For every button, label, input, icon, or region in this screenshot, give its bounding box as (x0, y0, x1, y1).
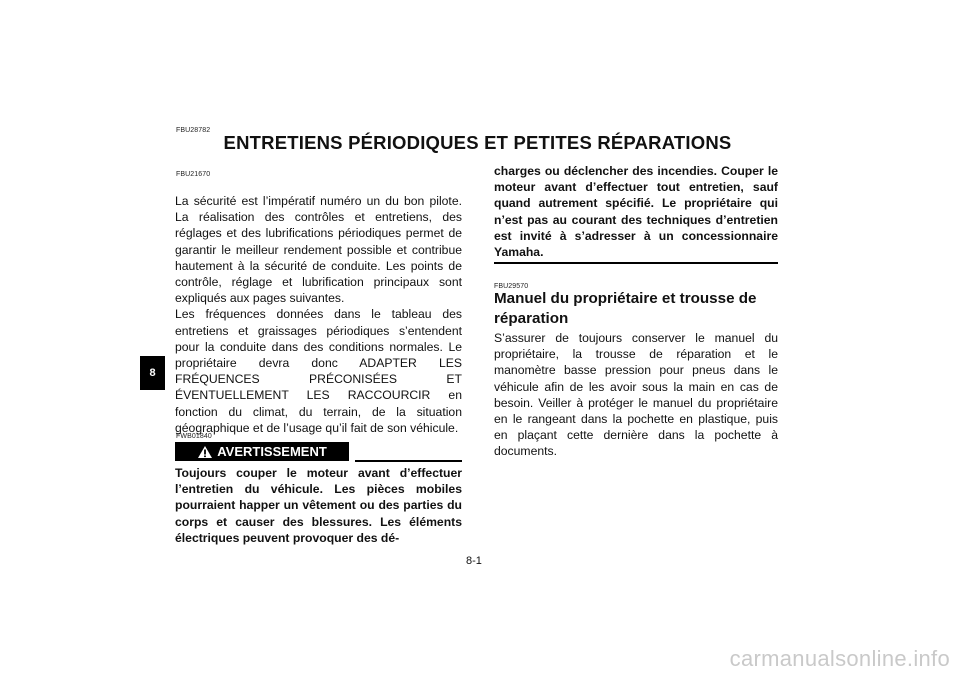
chapter-tab-label: 8 (149, 367, 156, 379)
section-body (494, 330, 778, 460)
chapter-tab (140, 356, 165, 390)
left-section-code: FBU21670 (176, 171, 211, 178)
page-number: 8-1 (466, 555, 482, 567)
warning-text-left (175, 465, 462, 546)
intro-paragraph: La sécurité est l’impératif numéro un du bon pilote. La réalisation des contrôles et entretiens, des réglages et des lubrifications périodiques permet de garantir le meilleur rendement possible et contribue hautement à la sécurité de conduite. Les points de contrôle, réglage et lubrification principaux sont expliqués aux pages suivantes. (175, 194, 462, 306)
warning-text-part2: charges ou déclencher des incendies. Couper le moteur avant d’effectuer tout entretien, sauf quand autrement spécifié. Le propriétaire qui n’est pas au courant des techniques d’entretien est invité à s’adresser à un concessionnaire Yamaha. (494, 164, 778, 260)
watermark: carmanualsonline.info (729, 646, 950, 671)
section-heading: Manuel du propriétaire et trousse de réparation (494, 290, 757, 327)
warning-text-part1: Toujours couper le moteur avant d’effectuer l’entretien du véhicule. Les pièces mobiles pourraient happer un vêtement ou des parties du corps et causer des blessures. Les éléments électriques peuvent provoquer des dé- (175, 466, 462, 545)
section-paragraph: S’assurer de toujours conserver le manuel du propriétaire, la trousse de réparation et le manomètre basse pression pour pneus dans le véhicule afin de les avoir sous la main en cas de besoin. Veiller à protéger le manuel du propriétaire en le rangeant dans la pochette en plastique, puis en plaçant cette dernière dans la pochette à documents. (494, 331, 778, 459)
right-section-code: FBU29570 (494, 283, 529, 290)
warning-label: AVERTISSEMENT (217, 444, 327, 459)
warning-label-box (175, 442, 349, 461)
left-column-text (175, 193, 462, 436)
warning-underline (355, 460, 462, 462)
section-code-top: FBU28782 (176, 127, 211, 134)
page-title: ENTRETIENS PÉRIODIQUES ET PETITES RÉPARATIONS (223, 132, 732, 153)
warning-end-separator (494, 262, 778, 264)
warning-header (175, 442, 462, 462)
warning-code: FWB01840 (176, 433, 212, 440)
warning-text-right (494, 163, 778, 260)
warning-triangle-icon (197, 445, 213, 459)
frequency-paragraph: Les fréquences données dans le tableau des entretiens et graissages périodiques s’entendent pour la conduite dans des conditions normales. Le propriétaire devra donc ADAPTER LES FRÉQUENCES PRÉCONISÉES ET ÉVENTUELLEMENT LES RACCOURCIR en fonction du climat, du terrain, de la situation géographique et de l’usage qu’il fait de son véhicule. (175, 307, 462, 435)
